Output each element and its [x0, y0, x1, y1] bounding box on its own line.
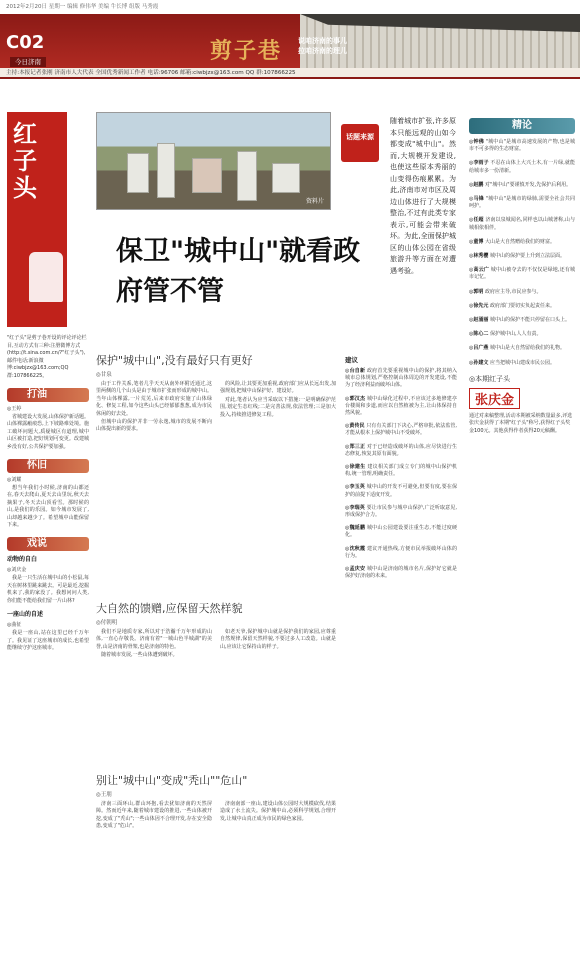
body-text: 省城建设大发展,山体保护新话题。山体裸露瘢痕恐,上下坡路难处境。施工破坏问题大,质疑城区有道理,城中山区被打造,把好规划可变更。改建城乡没有好,公共保护要加强。	[7, 414, 89, 450]
body-text: 对此,笔者认为应当采取以下措施:一是明确保护范围,划定生态红线;二是完善法规,依法管理;三是加大投入,持续推进修复工程。	[220, 396, 336, 418]
suggestions-column	[345, 355, 457, 586]
section-dayou	[7, 388, 89, 451]
hongzitou-desc: "红子头"是剪子巷开设的评论评论栏目,互动方式有三种:注册微博方式(http://t.sina.com.cn/?"红子头"),邮件电话;新浪微博:ciwbjzx@163.com;QQ群:107866225。	[7, 335, 87, 379]
date-strip: 2012年2月20日 星期一 编辑 修伟华 美编 牛长博 组版 马秀霞	[6, 4, 159, 10]
suggestion-item: ◎孟庆安 城中山是济南的城市名片,保护好它就是保护好济南的未来。	[345, 566, 457, 580]
body-text: 但城中山的保护并非一劳永逸,城市的发展不断向山体提出新的要求。	[96, 419, 212, 433]
column-brand: 剪子巷	[210, 38, 283, 64]
suggestion-item: ◎沈秋霞 建议开通热线,方便市民举报破坏山体的行为。	[345, 545, 457, 559]
hongzitou-banner	[7, 112, 67, 327]
suggestions-head: 建议	[345, 356, 358, 364]
author: ◎曲征	[7, 622, 22, 629]
body-text: 的风险,让其要更加重视,政府部门应从长远出发,加强规划,把城中山保护好、建设好。	[220, 381, 336, 395]
hillside-photo	[96, 112, 331, 210]
comment-item: ◎赵鹏 对"城中山"要谨慎开发,先保护后利用。	[469, 181, 572, 188]
comment-item: ◎吕广燕 城中山是大自然留给我们的礼物。	[469, 345, 565, 352]
comment-item: ◎童博 大山是大自然赠给我们的财富。	[469, 238, 555, 245]
right-column	[469, 118, 575, 435]
sub-title: 保护"城中山",没有最好只有更好	[96, 354, 253, 367]
suggestion-item: ◎郑三正 对于已经造成破坏的山体,应尽快进行生态修复,恢复其原有面貌。	[345, 443, 457, 457]
prize-text: 通过对来稿整理,活动本期被采纳数量最多,评选张庆金获得了本期"红子头"称号,获得红子头奖金100元。其他获得作者获得20元稿酬。	[469, 412, 573, 434]
body-text: 我们不是地质专家,所以对于浩瀚千万年形成的山体,一直心存敬畏。济南有着"一城山色半城湖"的美誉,山是济南的骨架,也是济南的特色。	[96, 629, 212, 650]
author: ◎王婷	[7, 406, 22, 412]
sub-title: 大自然的馈赠,应保留天然样貌	[96, 602, 243, 615]
comment-item: ◎任超 济南以泉城闻名,同样也以山城著称,山与城相依相伴。	[469, 217, 576, 231]
piece-title: 动物的自白	[7, 556, 38, 564]
body-text: 由于工作关系,笔者几乎天天从南外环附近通过,这里两侧的几个山头是由于城市扩张而形成的城中山。当年山体裸露,一片荒芜,后来市政府实施了山体绿化、修复工程,如今这些山头已经郁郁葱葱,成为市民休闲的好去处。	[96, 381, 212, 417]
body-text: 想当年我们小时候,济南的山都还在,春天去爬山,夏天去山里玩,秋天去摘果子,冬天去山顶看雪。那时候的山,是我们的乐园。如今城市发展了,山却越来越少了。希望城中山能保留下来。	[7, 485, 89, 529]
comment-item: ◎马锋 "城中山"是城市的绿肺,需要全社会共同呵护。	[469, 196, 575, 210]
photo-caption: 资料片	[305, 198, 324, 205]
left-column	[7, 112, 89, 653]
body-text: 我是一只生活在城中山的小松鼠,每天在树林里跳来跳去。可是最近,挖掘机来了,我的家没了。我想问问人类,你们能不能给我们留一片山林?	[7, 575, 89, 604]
author: ◎刘耀	[7, 477, 22, 484]
sub-title: 别让"城中山"变成"秃山""危山"	[96, 774, 248, 787]
masthead	[0, 14, 580, 68]
comment-item: ◎陈心二 保护城中山,人人有责。	[469, 331, 542, 338]
suggestion-item: ◎郭汉杰 城中山绿化过程中,不应该过多地修建亭台楼阁和步道,而应以自然植被为主,让山体保持自然风貌。	[345, 395, 457, 417]
suggestion-item: ◎台自新 政府首先要重视城中山的保护,将其纳入城市总体规划,严格控制山体周边的开发建设,不能为了经济利益而破坏山体。	[345, 368, 457, 389]
comment-item: ◎郭明 政府应主导,市民应参与。	[469, 288, 542, 295]
topic-source-tag: 话题来源	[341, 124, 379, 162]
credit-line: 主持:本报记者张刚 济南市人大代表 全国优秀新闻工作者 电话:96706 邮箱:ciwbjzx@163.com QQ 群:107866225	[0, 68, 580, 79]
body-text: 济南三面环山,群山环抱,看去犹如济南的天然屏障。然而近年来,随着城市建设的推进,一些山体被开挖,变成了"秃山";一些山体因不合理开发,存在安全隐患,变成了"危山"。	[96, 801, 212, 830]
slogan-line-2: 拉咱济南的理儿	[298, 47, 347, 55]
section-huaijiu	[7, 459, 89, 529]
section-bar: 戏说	[7, 537, 89, 551]
section-bar: 打油	[7, 388, 89, 402]
suggestion-item: ◎徐建生 建议相关部门成立专门的城中山保护机构,统一管理,明确责任。	[345, 464, 457, 478]
piece-title: 一座山的自述	[7, 611, 44, 619]
section-bar: 怀旧	[7, 459, 89, 473]
hongzitou-title: 红子头	[13, 119, 37, 202]
author: ◎王朋	[96, 792, 112, 798]
suggestion-item: ◎黄传民 只有有关部门下决心,严格审批,依法监管,才能从根本上保护城中山不受破坏。	[345, 423, 457, 437]
slogan-line-1: 说咱济南的事儿	[298, 37, 347, 45]
suggestion-item: ◎李瑞英 要让市民参与城中山保护,广泛听取意见,形成保护合力。	[345, 504, 457, 519]
body-text: 如老天爷,保护城中山就是保护我们的家园,应尊重自然规律,保留天然样貌,不要过多人工改造。山就是山,应该让它保持山的样子。	[220, 629, 336, 650]
weekly-label: ◎本期红子头	[469, 374, 511, 383]
comment-item: ◎高云广 城中山被夺去的不仅仅是绿地,还有城市记忆。	[469, 267, 576, 281]
headline: 保卫"城中山"就看政府管不管	[116, 236, 361, 307]
author: ◎刘庆金	[7, 567, 27, 574]
section-xishuo	[7, 537, 89, 652]
body-text: 随着城市发展,一些山体遭到破坏。	[101, 652, 178, 659]
comment-item: ◎林秀樱 城中山的保护要上升到立法层面。	[469, 253, 565, 260]
jinglun-bar: 精论	[469, 118, 575, 134]
comment-item: ◎徐先元 政府部门要切实负起责任来。	[469, 302, 555, 309]
intro-text: 随着城市扩张,许多原本只能远观的山如今都变成"城中山"。然而,大规模开发建设,也使这些原本秀丽的山变得伤痕累累。为此,济南市对市区及周边山体进行了大规模整治,不过有此类专家表示,可能会带来破坏。为此,全面保护城区的山体公园在省级旅游升等方面在对遭遇考验。	[390, 117, 456, 275]
slogan	[298, 36, 347, 56]
page-code: C02	[6, 32, 45, 53]
sub-article-2	[96, 600, 336, 661]
body-text: 济南南部一座山,建设山体公园时大规模砍伐,结果造成了水土流失。保护城中山,必须科学规划,合理开发,让城中山真正成为市民的绿色家园。	[220, 801, 336, 822]
section-label: 今日济南	[10, 57, 46, 67]
comment-item: ◎赵涌丽 城中山的保护不能只停留在口头上。	[469, 317, 570, 324]
winner-name: 张庆金	[469, 388, 520, 409]
comment-item: ◎李雨子 不忍在山体上大兴土木,有一片绿,就能给城市多一份清新。	[469, 160, 575, 174]
fist-icon	[29, 252, 63, 302]
suggestion-item: ◎魏延鹏 城中山公园建设要注重生态,不能过度硬化。	[345, 525, 457, 539]
author: ◎付朝明	[96, 620, 118, 626]
sub-article-3	[96, 772, 336, 832]
suggestion-item: ◎李玉英 城中山的开发不可避免,但要有度,要在保护的前提下适度开发。	[345, 484, 457, 498]
comment-item: ◎孙建文 应当把城中山建成市民公园。	[469, 359, 555, 366]
body-text: 我是一座山,站在这里已经千万年了。我见证了这座城市的成长,也希望能继续守护这座城市。	[7, 630, 89, 651]
comment-item: ◎钟佛 "城中山"是城市高速发展的产物,也是城市不可多得的生态财富。	[469, 139, 575, 153]
author: ◎甘泉	[96, 372, 112, 378]
sub-article-1	[96, 352, 336, 435]
